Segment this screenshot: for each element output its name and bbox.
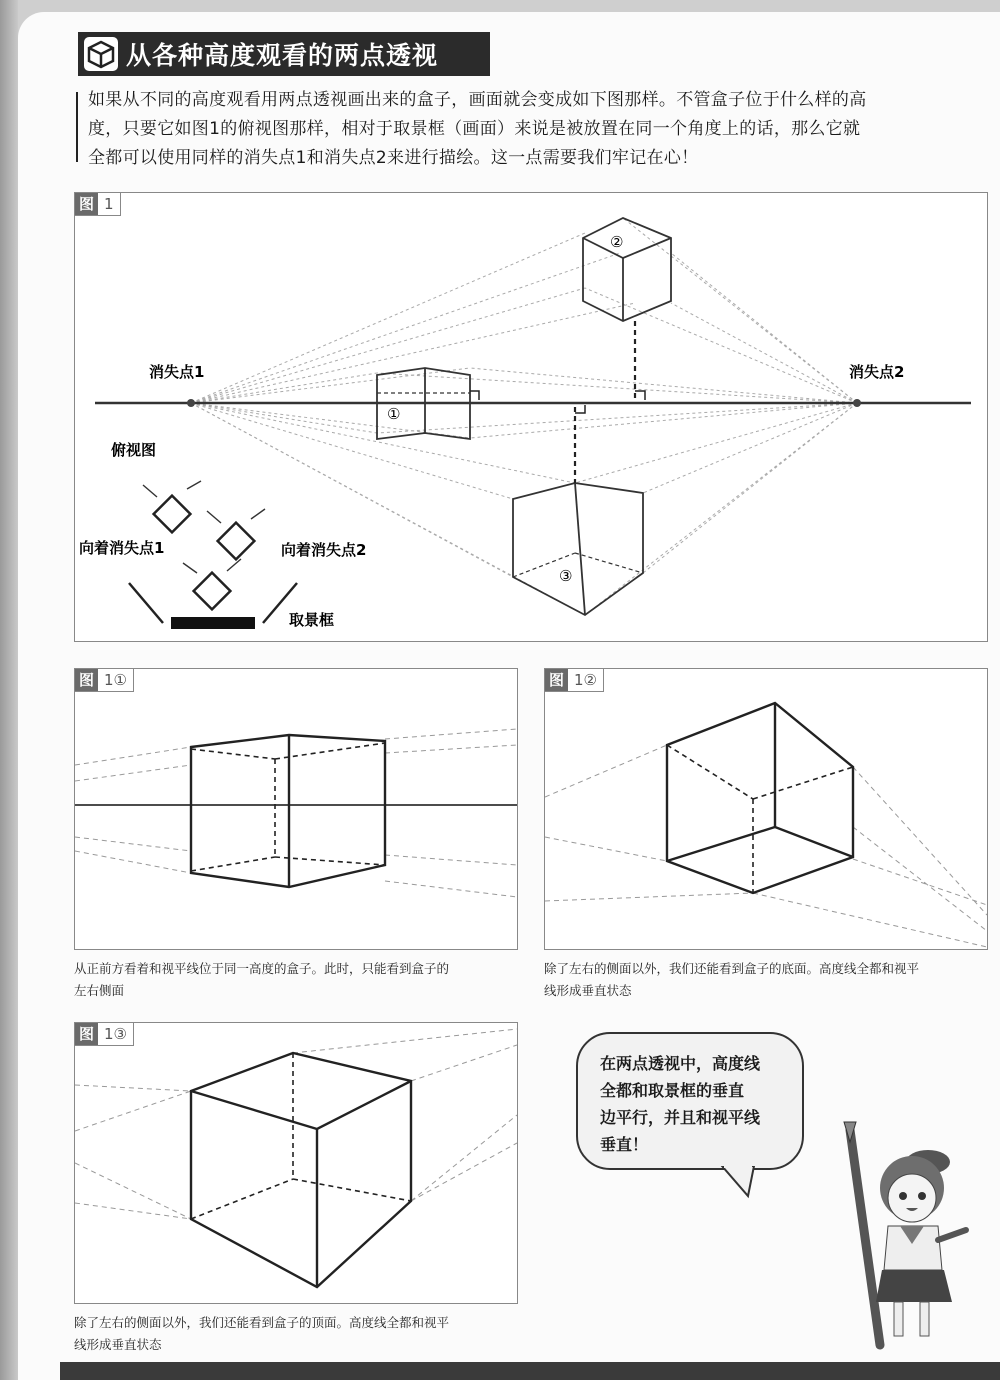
- bubble-line: 全都和取景框的垂直: [600, 1081, 745, 1100]
- to-vp2-label: 向着消失点2: [281, 541, 367, 559]
- figure-tag: 图: [545, 669, 568, 691]
- vp1-label: 消失点1: [149, 363, 205, 381]
- intro-paragraph: [88, 86, 994, 173]
- figure-1-1-caption: [74, 958, 524, 1002]
- box-2-label: ②: [610, 233, 624, 251]
- figure-number: 1①: [98, 669, 133, 691]
- box-1-label: ①: [387, 405, 401, 423]
- top-view-label: 俯视图: [111, 441, 157, 459]
- section-title-text: 从各种高度观看的两点透视: [126, 41, 439, 70]
- footer-bar: [60, 1362, 1000, 1380]
- to-vp1-label: 向着消失点1: [79, 539, 165, 557]
- figure-tag: 图: [75, 669, 98, 691]
- intro-rule: [76, 92, 78, 162]
- caption-line: 线形成垂直状态: [544, 983, 632, 998]
- bubble-line: 垂直！: [600, 1135, 649, 1154]
- speech-bubble: [576, 1032, 804, 1170]
- figure-number: 1③: [98, 1023, 133, 1045]
- figure-1-3-drawing: [75, 1023, 517, 1303]
- intro-line: 全都可以使用同样的消失点1和消失点2来进行描绘。这一点需要我们牢记在心！: [88, 148, 699, 168]
- caption-line: 线形成垂直状态: [74, 1337, 162, 1352]
- intro-line: 如果从不同的高度观看用两点透视画出来的盒子，画面就会变成如下图那样。不管盒子位于什么样的高: [88, 90, 867, 110]
- section-title: [78, 32, 490, 76]
- character-illustration: [830, 1120, 980, 1350]
- cube-icon: [84, 37, 118, 71]
- figure-1-2: [544, 668, 988, 950]
- figure-number: 1②: [568, 669, 603, 691]
- figure-1-1: [74, 668, 518, 950]
- caption-line: 除了左右的侧面以外，我们还能看到盒子的顶面。高度线全都和视平: [74, 1315, 450, 1330]
- figure-1-3-caption: [74, 1312, 524, 1356]
- caption-line: 从正前方看着和视平线位于同一高度的盒子。此时，只能看到盒子的: [74, 961, 450, 976]
- caption-line: 左右侧面: [74, 983, 125, 998]
- bubble-line: 边平行，并且和视平线: [600, 1108, 761, 1127]
- figure-1-2-drawing: [545, 669, 987, 949]
- bubble-line: 在两点透视中，高度线: [600, 1054, 761, 1073]
- figure-1-2-caption: [544, 958, 994, 1002]
- bubble-tail: [718, 1166, 778, 1206]
- figure-1-1-drawing: [75, 669, 517, 949]
- figure-1: [74, 192, 988, 642]
- figure-tag: 图: [75, 193, 98, 215]
- figure-tag: 图: [75, 1023, 98, 1045]
- caption-line: 除了左右的侧面以外，我们还能看到盒子的底面。高度线全都和视平: [544, 961, 920, 976]
- box-3-label: ③: [559, 567, 573, 585]
- figure-1-drawing: [75, 193, 987, 641]
- intro-line: 度，只要它如图1的俯视图那样，相对于取景框（画面）来说是被放置在同一个角度上的话，那么它就: [88, 119, 861, 139]
- figure-1-3: [74, 1022, 518, 1304]
- figure-number: 1: [98, 193, 120, 215]
- vp2-label: 消失点2: [849, 363, 905, 381]
- frame-label: 取景框: [289, 611, 335, 629]
- page-edge: [0, 0, 18, 1380]
